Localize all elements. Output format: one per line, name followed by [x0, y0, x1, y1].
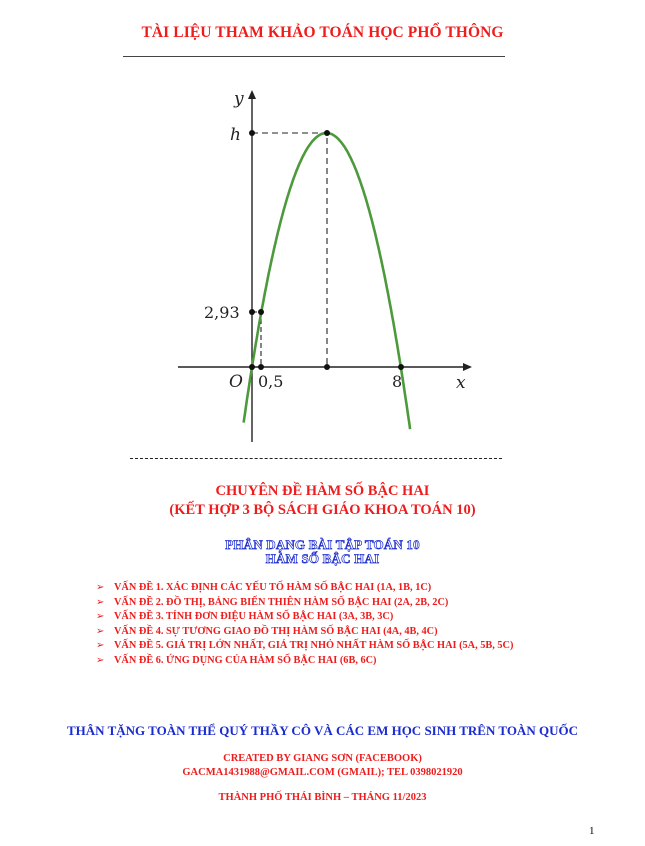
point-05 [258, 364, 264, 370]
list-item: ➢ VẤN ĐỀ 1. XÁC ĐỊNH CÁC YẾU TỐ HÀM SỐ BẬC HAI (1A, 1B, 1C) [96, 581, 513, 596]
origin-point [249, 364, 255, 370]
origin-label: O [229, 372, 243, 392]
h-label: h [230, 125, 241, 145]
parabola-graph [170, 80, 490, 450]
dedication-text: THÂN TẶNG TOÀN THỂ QUÝ THẦY CÔ VÀ CÁC EM HỌC SINH TRÊN TOÀN QUỐC [67, 723, 578, 738]
label-293: 2,93 [204, 303, 240, 322]
classification-subtitle: HÀM SỐ BẬC HAI [265, 551, 380, 566]
label-05: 0,5 [258, 372, 284, 391]
point-293 [258, 309, 264, 315]
contact-info: GACMA1431988@GMAIL.COM (GMAIL); TEL 0398021920 [182, 767, 463, 778]
y-axis-label: y [234, 89, 244, 109]
classification-title: PHÂN DẠNG BÀI TẬP TOÁN 10 [225, 537, 420, 552]
point-8 [398, 364, 404, 370]
section-divider [130, 458, 502, 459]
list-item: ➢ VẤN ĐỀ 6. ỨNG DỤNG CỦA HÀM SỐ BẬC HAI (6B, 6C) [96, 654, 513, 669]
h-point [249, 130, 255, 136]
label-8: 8 [392, 372, 403, 391]
header-underline [123, 56, 505, 57]
arrow-bullet-icon: ➢ [96, 654, 105, 666]
list-item: ➢ VẤN ĐỀ 2. ĐỒ THỊ, BẢNG BIẾN THIÊN HÀM SỐ BẬC HAI (2A, 2B, 2C) [96, 596, 513, 611]
y-axis-arrow [248, 90, 256, 99]
arrow-bullet-icon: ➢ [96, 611, 105, 623]
list-item: ➢ VẤN ĐỀ 5. GIÁ TRỊ LỚN NHẤT, GIÁ TRỊ NHỎ NHẤT HÀM SỐ BẬC HAI (5A, 5B, 5C) [96, 639, 513, 654]
topic-subtitle: (KẾT HỢP 3 BỘ SÁCH GIÁO KHOA TOÁN 10) [169, 502, 476, 518]
x-axis-label: x [456, 373, 466, 393]
x-axis-arrow [463, 363, 472, 371]
arrow-bullet-icon: ➢ [96, 640, 105, 652]
vertex-point [324, 130, 330, 136]
page-number: 1 [589, 825, 595, 837]
list-item: ➢ VẤN ĐỀ 4. SỰ TƯƠNG GIAO ĐỒ THỊ HÀM SỐ BẬC HAI (4A, 4B, 4C) [96, 625, 513, 640]
place-date: THÀNH PHỐ THÁI BÌNH – THÁNG 11/2023 [218, 792, 427, 803]
page-header-title: TÀI LIỆU THAM KHẢO TOÁN HỌC PHỔ THÔNG [141, 24, 504, 41]
vertex-foot-point [324, 364, 330, 370]
topic-list [96, 581, 513, 669]
arrow-bullet-icon: ➢ [96, 596, 105, 608]
point-293-y [249, 309, 255, 315]
vertex-guide [252, 133, 327, 367]
arrow-bullet-icon: ➢ [96, 625, 105, 637]
list-item: ➢ VẤN ĐỀ 3. TÍNH ĐƠN ĐIỆU HÀM SỐ BẬC HAI (3A, 3B, 3C) [96, 610, 513, 625]
topic-title: CHUYÊN ĐỀ HÀM SỐ BẬC HAI [215, 483, 430, 499]
author-credit: CREATED BY GIANG SƠN (FACEBOOK) [223, 753, 422, 764]
arrow-bullet-icon: ➢ [96, 582, 105, 593]
